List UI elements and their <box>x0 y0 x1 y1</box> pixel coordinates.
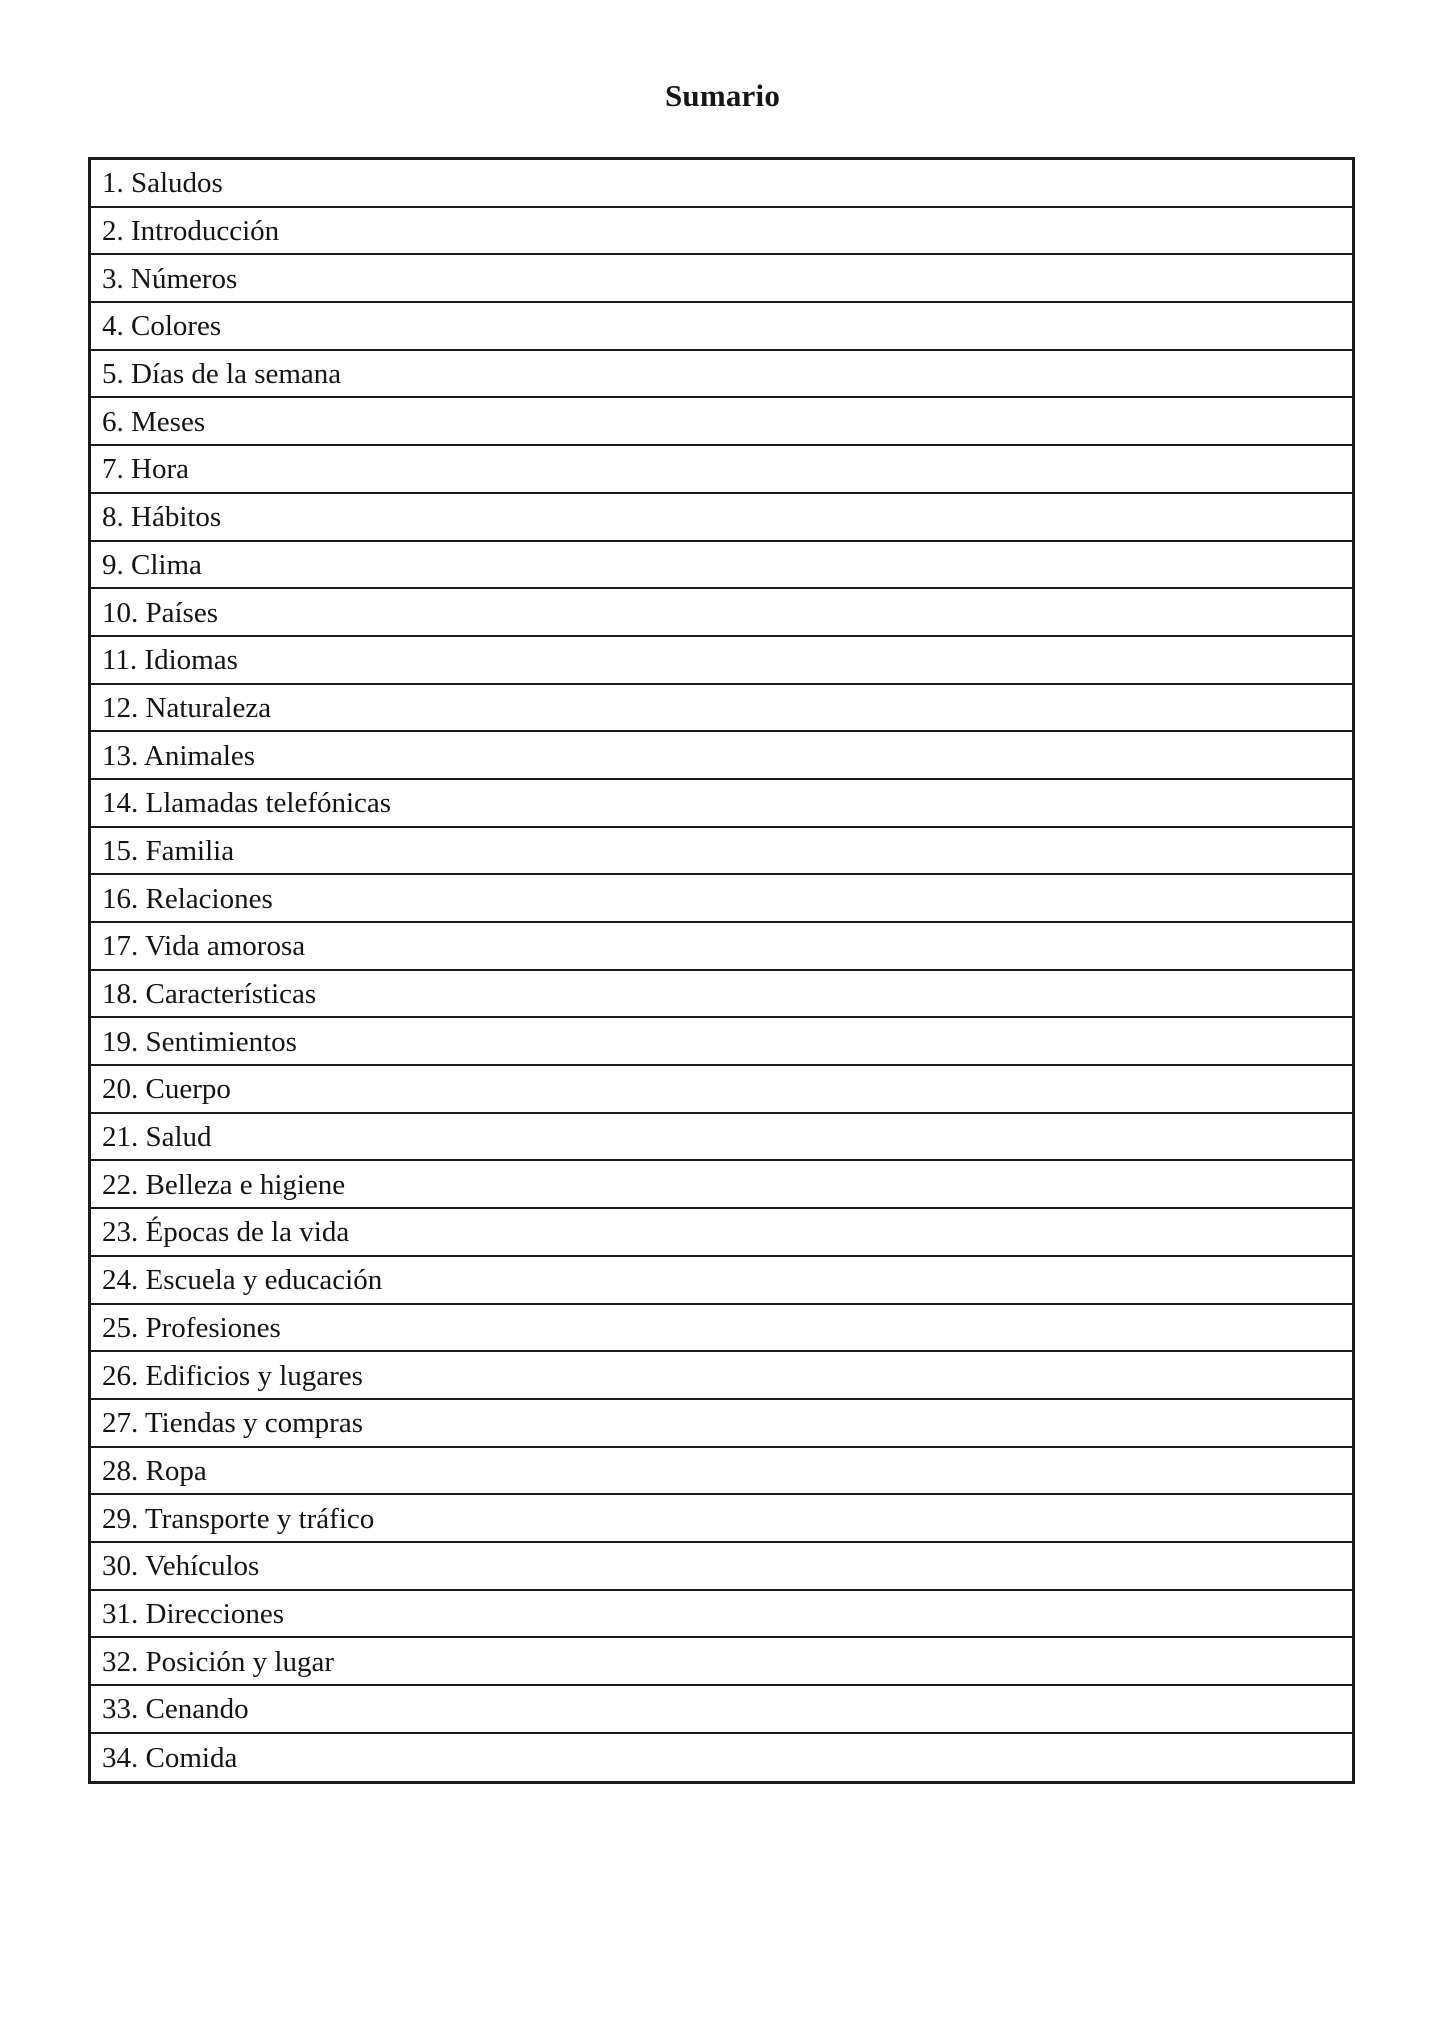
toc-item-text: 25. Profesiones <box>102 1311 281 1344</box>
toc-item-text: 8. Hábitos <box>102 501 222 534</box>
toc-row <box>91 1114 1352 1162</box>
toc-row <box>91 1066 1352 1114</box>
toc-item-text: 15. Familia <box>102 834 235 867</box>
toc-row <box>91 255 1352 303</box>
toc-item-text: 17. Vida amorosa <box>102 930 306 963</box>
toc-item-text: 34. Comida <box>102 1742 238 1775</box>
page-title: Sumario <box>664 78 781 113</box>
toc-item-text: 33. Cenando <box>102 1693 249 1726</box>
toc-row <box>91 1591 1352 1639</box>
toc-row <box>91 208 1352 256</box>
toc-item-text: 32. Posición y lugar <box>102 1645 334 1678</box>
toc-item-text: 28. Ropa <box>102 1454 207 1487</box>
toc-row <box>91 685 1352 733</box>
toc-row <box>91 1543 1352 1591</box>
toc-row <box>91 1257 1352 1305</box>
toc-table <box>88 157 1355 1784</box>
toc-item-text: 12. Naturaleza <box>102 691 272 724</box>
toc-row <box>91 1352 1352 1400</box>
toc-row <box>91 780 1352 828</box>
toc-item-text: 16. Relaciones <box>102 882 273 915</box>
toc-row <box>91 1638 1352 1686</box>
toc-item-text: 29. Transporte y tráfico <box>102 1502 375 1535</box>
toc-row <box>91 828 1352 876</box>
toc-row <box>91 1305 1352 1353</box>
toc-item-text: 24. Escuela y educación <box>102 1264 383 1297</box>
toc-item-text: 19. Sentimientos <box>102 1025 297 1058</box>
toc-row <box>91 589 1352 637</box>
toc-item-text: 7. Hora <box>102 453 189 486</box>
toc-row <box>91 971 1352 1019</box>
toc-row <box>91 351 1352 399</box>
toc-row <box>91 446 1352 494</box>
toc-item-text: 30. Vehículos <box>102 1550 260 1583</box>
toc-item-text: 18. Características <box>102 978 317 1011</box>
toc-item-text: 3. Números <box>102 262 238 295</box>
toc-row <box>91 1734 1352 1782</box>
toc-row <box>91 923 1352 971</box>
toc-item-text: 5. Días de la semana <box>102 358 342 391</box>
toc-item-text: 22. Belleza e higiene <box>102 1168 346 1201</box>
toc-item-text: 26. Edificios y lugares <box>102 1359 363 1392</box>
toc-item-text: 31. Direcciones <box>102 1597 284 1630</box>
toc-row <box>91 875 1352 923</box>
toc-item-text: 1. Saludos <box>102 167 223 200</box>
toc-row <box>91 1209 1352 1257</box>
toc-item-text: 6. Meses <box>102 405 206 438</box>
toc-item-text: 14. Llamadas telefónicas <box>102 787 392 820</box>
toc-row <box>91 160 1352 208</box>
toc-item-text: 11. Idiomas <box>102 644 238 677</box>
toc-item-text: 10. Países <box>102 596 218 629</box>
toc-item-text: 20. Cuerpo <box>102 1073 231 1106</box>
toc-row <box>91 398 1352 446</box>
toc-row <box>91 542 1352 590</box>
toc-row <box>91 1686 1352 1734</box>
toc-item-text: 13. Animales <box>102 739 256 772</box>
toc-row <box>91 1161 1352 1209</box>
toc-item-text: 2. Introducción <box>102 215 280 248</box>
toc-row <box>91 1448 1352 1496</box>
toc-row <box>91 1400 1352 1448</box>
toc-item-text: 23. Épocas de la vida <box>102 1216 350 1249</box>
toc-row <box>91 494 1352 542</box>
toc-item-text: 21. Salud <box>102 1121 212 1154</box>
toc-item-text: 27. Tiendas y compras <box>102 1407 363 1440</box>
toc-item-text: 9. Clima <box>102 548 202 581</box>
toc-row <box>91 637 1352 685</box>
toc-row <box>91 1495 1352 1543</box>
toc-row <box>91 1018 1352 1066</box>
toc-item-text: 4. Colores <box>102 310 222 343</box>
toc-row <box>91 732 1352 780</box>
toc-row <box>91 303 1352 351</box>
